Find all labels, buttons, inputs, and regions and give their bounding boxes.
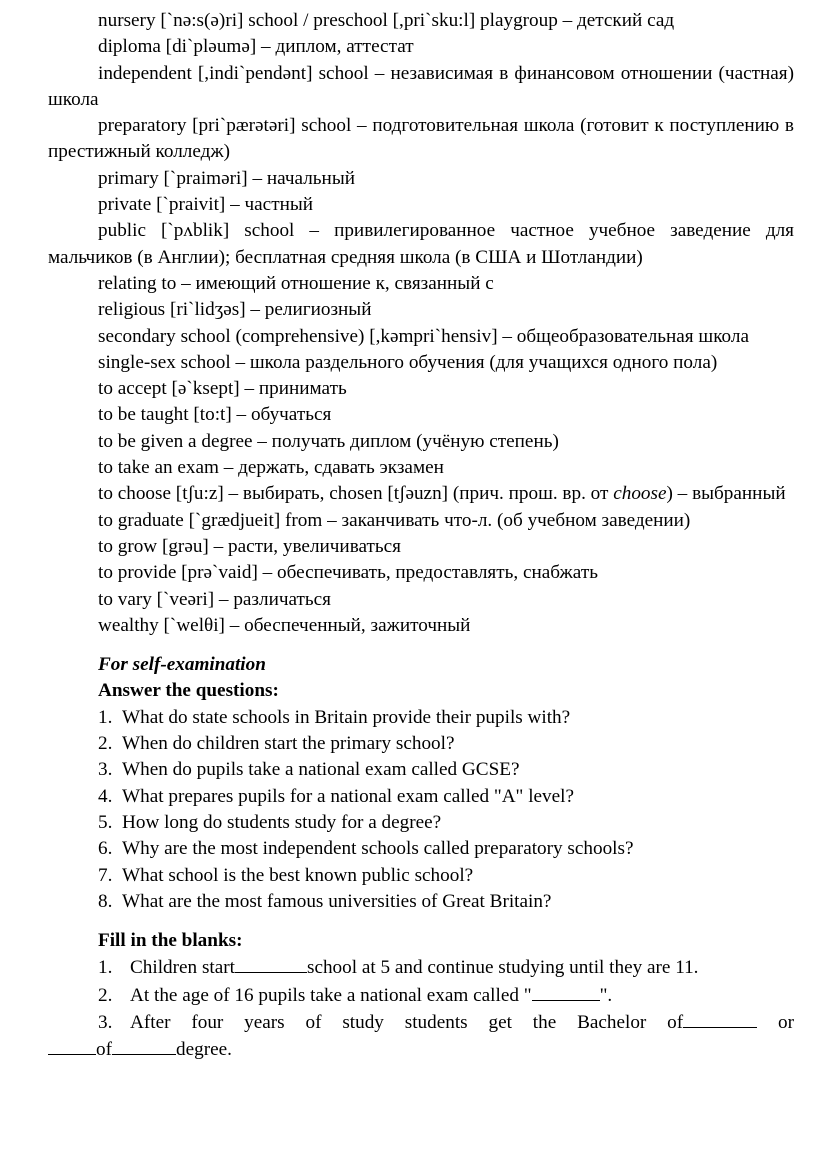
question-text: When do pupils take a national exam called GCSE? [122, 759, 520, 781]
blank-sentence-3 [48, 1009, 794, 1036]
blank-text: or [778, 1011, 795, 1033]
question-item [98, 731, 794, 757]
question-text: What do state schools in Britain provide their pupils with? [122, 706, 571, 728]
vocab-entry: secondary school (comprehensive) [,kəmpri`hensiv] – общеобразовательная школа [98, 325, 749, 347]
question-number: 7. [98, 864, 113, 886]
question-text: What school is the best known public school? [122, 864, 474, 886]
question-item [98, 784, 794, 810]
question-item [98, 889, 794, 915]
vocab-entry-choose [48, 481, 794, 507]
question-number: 3. [98, 759, 113, 781]
question-number: 1. [98, 706, 113, 728]
vocab-entry: to be given a degree – получать диплом (учёную степень) [98, 430, 559, 452]
document-page [48, 8, 794, 1064]
blank-field[interactable] [683, 1009, 757, 1028]
vocab-entry: nursery [`nə:s(ə)ri] school / preschool [,pri`sku:l] playgroup – детский сад [98, 10, 675, 31]
vocab-entry: preparatory [pri`pærətəri] school – подготовительная школа (готовит к поступлению в престижный колледж) [48, 115, 794, 163]
blank-field[interactable] [235, 954, 307, 973]
blank-number: 1. [98, 957, 113, 979]
vocab-entry: to grow [grəu] – расти, увеличиваться [98, 535, 402, 557]
blank-field[interactable] [112, 1036, 176, 1055]
self-exam-heading: For self-examination [98, 654, 266, 676]
vocab-entry: primary [`praiməri] – начальный [98, 167, 355, 189]
question-number: 8. [98, 890, 113, 912]
blank-text: ". [599, 984, 613, 1006]
questions-heading: Answer the questions: [98, 680, 279, 702]
vocab-entry: to provide [prə`vaid] – обеспечивать, предоставлять, снабжать [98, 562, 598, 584]
blank-text: Children start [130, 957, 235, 979]
question-text: When do children start the primary school? [122, 733, 455, 755]
vocab-entry: to take an exam – держать, сдавать экзамен [98, 457, 444, 479]
blank-number: 2. [98, 984, 113, 1006]
vocab-entry: wealthy [`welθi] – обеспеченный, зажиточный [98, 614, 471, 636]
vocab-entry: private [`praivit] – частный [98, 194, 314, 216]
questions-list [48, 705, 794, 915]
blank-text: school at 5 and continue studying until they are 11. [306, 957, 699, 979]
vocab-entry: relating to – имеющий отношение к, связанный с [98, 272, 494, 294]
choose-before: to choose [tʃu:z] – выбирать, chosen [tʃəuzn] (прич. прош. вр. от [98, 483, 614, 505]
question-item [98, 757, 794, 783]
vocab-entry: independent [,indi`pendənt] school – независимая в финансовом отношении (частная) школа [48, 62, 794, 110]
question-number: 6. [98, 838, 113, 860]
blank-text: At the age of 16 pupils take a national exam called " [130, 984, 532, 1006]
question-number: 5. [98, 811, 113, 833]
blank-sentence-1 [48, 954, 794, 981]
vocab-entry: to vary [`veəri] – различаться [98, 588, 331, 610]
question-text: Why are the most independent schools called preparatory schools? [122, 838, 634, 860]
blank-sentence-3-cont [48, 1036, 794, 1063]
vocab-entry: diploma [di`pləumə] – диплом, аттестат [98, 36, 414, 58]
blank-number: 3. [98, 1011, 113, 1033]
question-number: 2. [98, 733, 113, 755]
question-item [98, 810, 794, 836]
question-item [98, 705, 794, 731]
vocab-entry: to be taught [to:t] – обучаться [98, 404, 332, 426]
vocab-entry: public [`pʌblik] school – привилегированное частное учебное заведение для мальчиков (в Англии); бесплатная средняя школа (в США и Шотландии) [48, 220, 794, 268]
vocab-entry: to graduate [`grædjueit] from – заканчивать что-л. (об учебном заведении) [98, 509, 691, 531]
vocabulary-list [48, 8, 794, 639]
vocab-entry: to accept [ə`ksept] – принимать [98, 378, 347, 400]
question-text: What are the most famous universities of Great Britain? [122, 890, 552, 912]
vocab-entry: religious [ri`lidʒəs] – религиозный [98, 299, 372, 321]
question-item [98, 863, 794, 889]
blank-text: of [96, 1039, 112, 1061]
blank-sentence-2 [48, 982, 794, 1009]
choose-italic: choose [613, 483, 667, 505]
question-item [98, 836, 794, 862]
blank-text: degree. [175, 1039, 232, 1061]
question-text: What prepares pupils for a national exam called "A" level? [122, 785, 574, 807]
blank-field[interactable] [532, 982, 600, 1001]
vocab-entry: single-sex school – школа раздельного обучения (для учащихся одного пола) [98, 351, 718, 373]
blanks-list [48, 954, 794, 1063]
question-number: 4. [98, 785, 113, 807]
question-text: How long do students study for a degree? [122, 811, 442, 833]
blank-field[interactable] [48, 1036, 96, 1055]
choose-after: ) – выбранный [666, 483, 786, 505]
blank-text: After four years of study students get the Bachelor of [130, 1011, 684, 1033]
blanks-heading: Fill in the blanks: [98, 930, 243, 952]
